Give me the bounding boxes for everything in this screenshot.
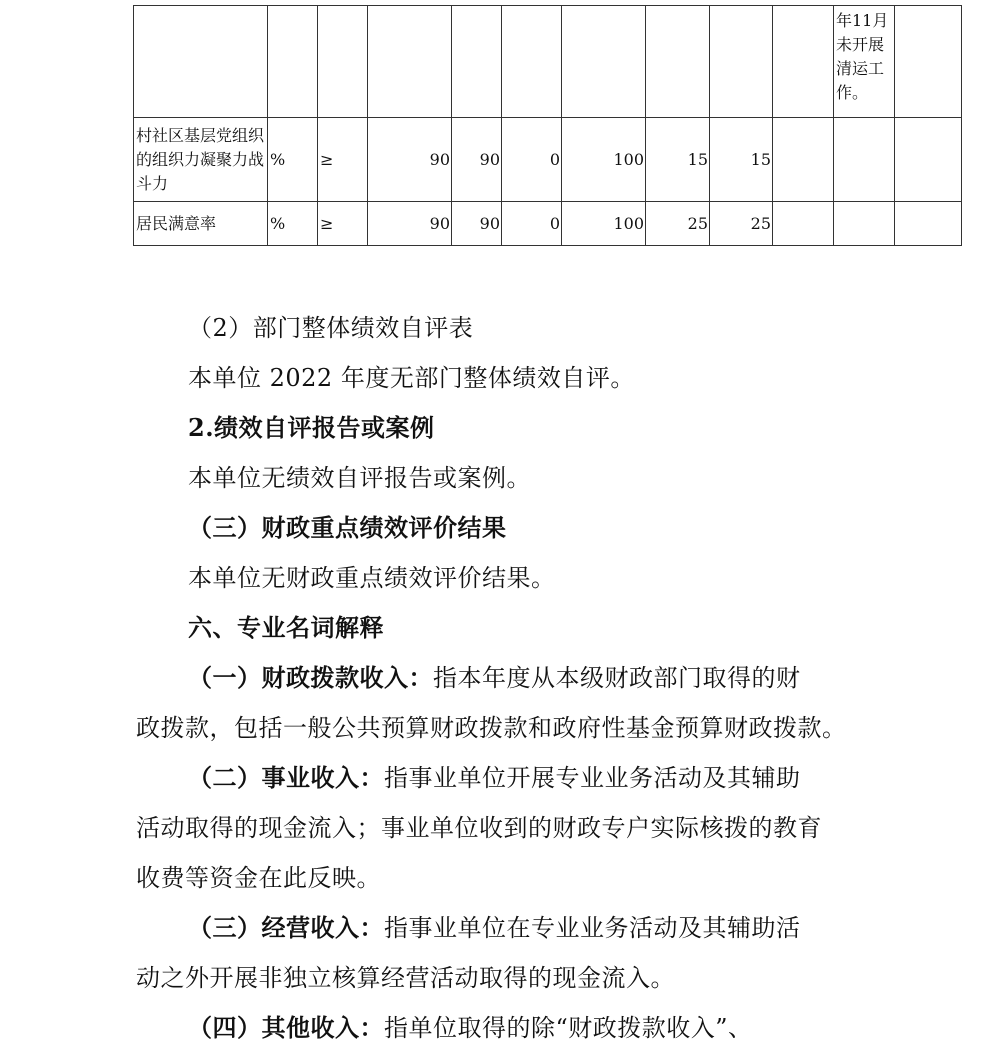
actual-value: 90 [452, 202, 502, 246]
definition-term: （二）事业收入： [188, 763, 384, 792]
deviation-reason-cell [834, 6, 895, 118]
target-value: 90 [368, 202, 452, 246]
definition-line: 动之外开展非独立核算经营活动取得的现金流入。 [136, 964, 675, 992]
definition-line: 活动取得的现金流入；事业单位收到的财政专户实际核拨的教育 [136, 814, 822, 842]
definition-text: 指事业单位在专业业务活动及其辅助活 [384, 914, 801, 942]
definition-text: 指单位取得的除“财政拨款收入”、 [384, 1014, 753, 1042]
completion-value: 100 [562, 118, 646, 202]
indicator-cell [134, 202, 268, 246]
table-row [134, 202, 962, 246]
indicator-name: 村社区基层党组织的组织力凝聚力战斗力 [136, 125, 265, 193]
unit-cell: % [268, 118, 318, 202]
section-subheading: （2）部门整体绩效自评表 [188, 314, 474, 342]
operator-cell: ≥ [318, 202, 368, 246]
deviation-value: 0 [502, 118, 562, 202]
definition-line: 收费等资金在此反映。 [136, 864, 381, 892]
definition-text: 指事业单位开展专业业务活动及其辅助 [384, 764, 801, 792]
completion-value: 100 [562, 202, 646, 246]
weight-value: 15 [646, 118, 710, 202]
weight-value: 25 [646, 202, 710, 246]
definition-term: （三）经营收入： [188, 913, 384, 942]
definition-line: 政拨款，包括一般公共预算财政拨款和政府性基金预算财政拨款。 [136, 714, 847, 742]
target-value: 90 [368, 118, 452, 202]
score-value: 15 [710, 118, 773, 202]
indicator-cell [134, 118, 268, 202]
chapter-heading: 六、专业名词解释 [188, 613, 384, 642]
section-heading: （三）财政重点绩效评价结果 [188, 513, 507, 542]
table-row [134, 118, 962, 202]
definition-line [188, 763, 801, 793]
paragraph: 本单位 2022 年度无部门整体绩效自评。 [188, 364, 635, 392]
actual-value: 90 [452, 118, 502, 202]
score-value: 25 [710, 202, 773, 246]
definition-text: 指本年度从本级财政部门取得的财 [433, 664, 801, 692]
indicator-name: 居民满意率 [136, 213, 217, 233]
section-heading: 2.绩效自评报告或案例 [188, 413, 435, 442]
table-row [134, 6, 962, 118]
deviation-reason-text: 年11月未开展清运工作。 [836, 11, 889, 102]
performance-table [133, 5, 962, 246]
definition-line [188, 913, 801, 943]
paragraph: 本单位无绩效自评报告或案例。 [188, 464, 531, 492]
definition-line [188, 663, 801, 693]
operator-cell: ≥ [318, 118, 368, 202]
definition-term: （四）其他收入： [188, 1013, 384, 1042]
deviation-value: 0 [502, 202, 562, 246]
definition-term: （一）财政拨款收入： [188, 663, 433, 692]
definition-line [188, 1013, 753, 1043]
paragraph: 本单位无财政重点绩效评价结果。 [188, 564, 556, 592]
unit-cell: % [268, 202, 318, 246]
